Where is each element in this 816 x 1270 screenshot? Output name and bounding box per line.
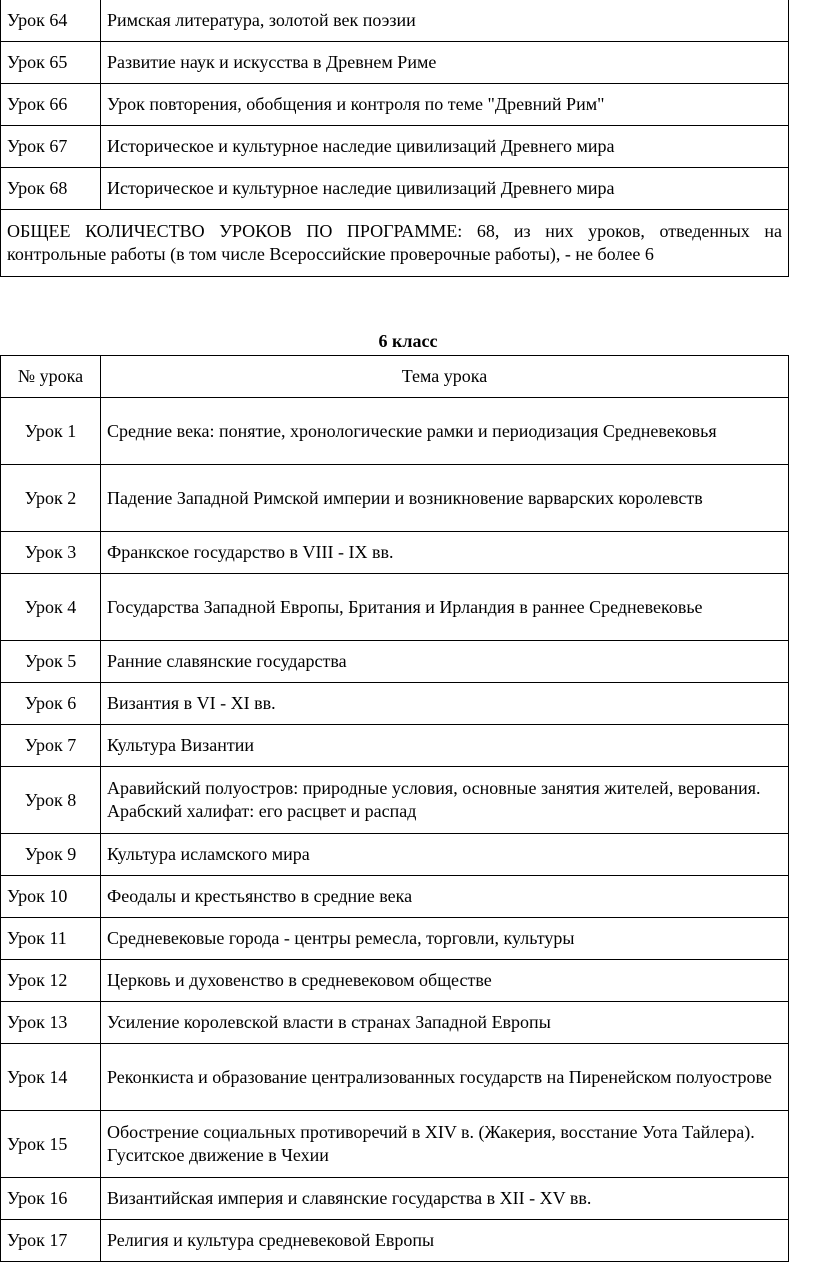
table-row bbox=[1, 84, 789, 126]
lesson-number: Урок 65 bbox=[1, 42, 101, 84]
table-row bbox=[1, 1178, 789, 1220]
lesson-number: Урок 7 bbox=[1, 725, 101, 767]
lesson-number: Урок 16 bbox=[1, 1178, 101, 1220]
lesson-topic: Развитие наук и искусства в Древнем Риме bbox=[101, 42, 789, 84]
lesson-topic: Франкское государство в VIII - IX вв. bbox=[101, 532, 789, 574]
lesson-topic: Обострение социальных противоречий в XIV в. (Жакерия, восстание Уота Тайлера). Гуситское движение в Чехии bbox=[101, 1111, 789, 1178]
lesson-topic: Аравийский полуостров: природные условия, основные занятия жителей, верования. Арабский халифат: его расцвет и распад bbox=[101, 767, 789, 834]
table-row bbox=[1, 641, 789, 683]
lesson-number: Урок 10 bbox=[1, 876, 101, 918]
table-row bbox=[1, 168, 789, 210]
table-row bbox=[1, 574, 789, 641]
table-row bbox=[1, 1111, 789, 1178]
table-row bbox=[1, 960, 789, 1002]
lesson-topic: Средние века: понятие, хронологические рамки и периодизация Средневековья bbox=[101, 398, 789, 465]
lesson-topic: Культура Византии bbox=[101, 725, 789, 767]
lesson-number: Урок 17 bbox=[1, 1220, 101, 1262]
lesson-topic: Ранние славянские государства bbox=[101, 641, 789, 683]
table-row bbox=[1, 42, 789, 84]
table-row bbox=[1, 532, 789, 574]
total-lessons-note: ОБЩЕЕ КОЛИЧЕСТВО УРОКОВ ПО ПРОГРАММЕ: 68, из них уроков, отведенных на контрольные работы (в том числе Всероссийские проверочные работы), - не более 6 bbox=[1, 210, 789, 277]
lesson-topic: Государства Западной Европы, Британия и Ирландия в раннее Средневековье bbox=[101, 574, 789, 641]
lessons-table-grade6 bbox=[0, 355, 789, 1262]
lesson-topic: Церковь и духовенство в средневековом обществе bbox=[101, 960, 789, 1002]
table-row bbox=[1, 918, 789, 960]
lesson-number: Урок 66 bbox=[1, 84, 101, 126]
lesson-topic: Византийская империя и славянские государства в XII - XV вв. bbox=[101, 1178, 789, 1220]
table-header-row bbox=[1, 356, 789, 398]
lesson-number: Урок 67 bbox=[1, 126, 101, 168]
lesson-topic: Историческое и культурное наследие цивилизаций Древнего мира bbox=[101, 168, 789, 210]
lesson-number: Урок 1 bbox=[1, 398, 101, 465]
lesson-topic: Реконкиста и образование централизованных государств на Пиренейском полуострове bbox=[101, 1044, 789, 1111]
lesson-topic: Римская литература, золотой век поэзии bbox=[101, 0, 789, 42]
table-row bbox=[1, 876, 789, 918]
lesson-number: Урок 5 bbox=[1, 641, 101, 683]
table-row bbox=[1, 1002, 789, 1044]
table-row bbox=[1, 725, 789, 767]
column-header-number: № урока bbox=[1, 356, 101, 398]
lesson-number: Урок 4 bbox=[1, 574, 101, 641]
lesson-number: Урок 64 bbox=[1, 0, 101, 42]
lesson-topic: Феодалы и крестьянство в средние века bbox=[101, 876, 789, 918]
lesson-topic: Средневековые города - центры ремесла, торговли, культуры bbox=[101, 918, 789, 960]
lesson-number: Урок 9 bbox=[1, 834, 101, 876]
lesson-topic: Урок повторения, обобщения и контроля по теме "Древний Рим" bbox=[101, 84, 789, 126]
lesson-number: Урок 68 bbox=[1, 168, 101, 210]
lesson-number: Урок 15 bbox=[1, 1111, 101, 1178]
table-row bbox=[1, 834, 789, 876]
table-row bbox=[1, 1044, 789, 1111]
lesson-number: Урок 3 bbox=[1, 532, 101, 574]
lesson-number: Урок 8 bbox=[1, 767, 101, 834]
column-header-topic: Тема урока bbox=[101, 356, 789, 398]
table-row bbox=[1, 465, 789, 532]
lesson-topic: Религия и культура средневековой Европы bbox=[101, 1220, 789, 1262]
lessons-table-grade5-end bbox=[0, 0, 789, 277]
lesson-number: Урок 2 bbox=[1, 465, 101, 532]
table-row bbox=[1, 683, 789, 725]
lesson-number: Урок 14 bbox=[1, 1044, 101, 1111]
table-row bbox=[1, 398, 789, 465]
table-row bbox=[1, 126, 789, 168]
lesson-topic: Усиление королевской власти в странах Западной Европы bbox=[101, 1002, 789, 1044]
table-row bbox=[1, 1220, 789, 1262]
lesson-topic: Падение Западной Римской империи и возникновение варварских королевств bbox=[101, 465, 789, 532]
lesson-topic: Культура исламского мира bbox=[101, 834, 789, 876]
lesson-topic: Византия в VI - XI вв. bbox=[101, 683, 789, 725]
lesson-number: Урок 11 bbox=[1, 918, 101, 960]
lesson-number: Урок 6 bbox=[1, 683, 101, 725]
table-row bbox=[1, 0, 789, 42]
lesson-number: Урок 12 bbox=[1, 960, 101, 1002]
lesson-topic: Историческое и культурное наследие цивилизаций Древнего мира bbox=[101, 126, 789, 168]
table-row bbox=[1, 767, 789, 834]
lesson-number: Урок 13 bbox=[1, 1002, 101, 1044]
section-title: 6 класс bbox=[378, 331, 438, 351]
total-row bbox=[1, 210, 789, 277]
